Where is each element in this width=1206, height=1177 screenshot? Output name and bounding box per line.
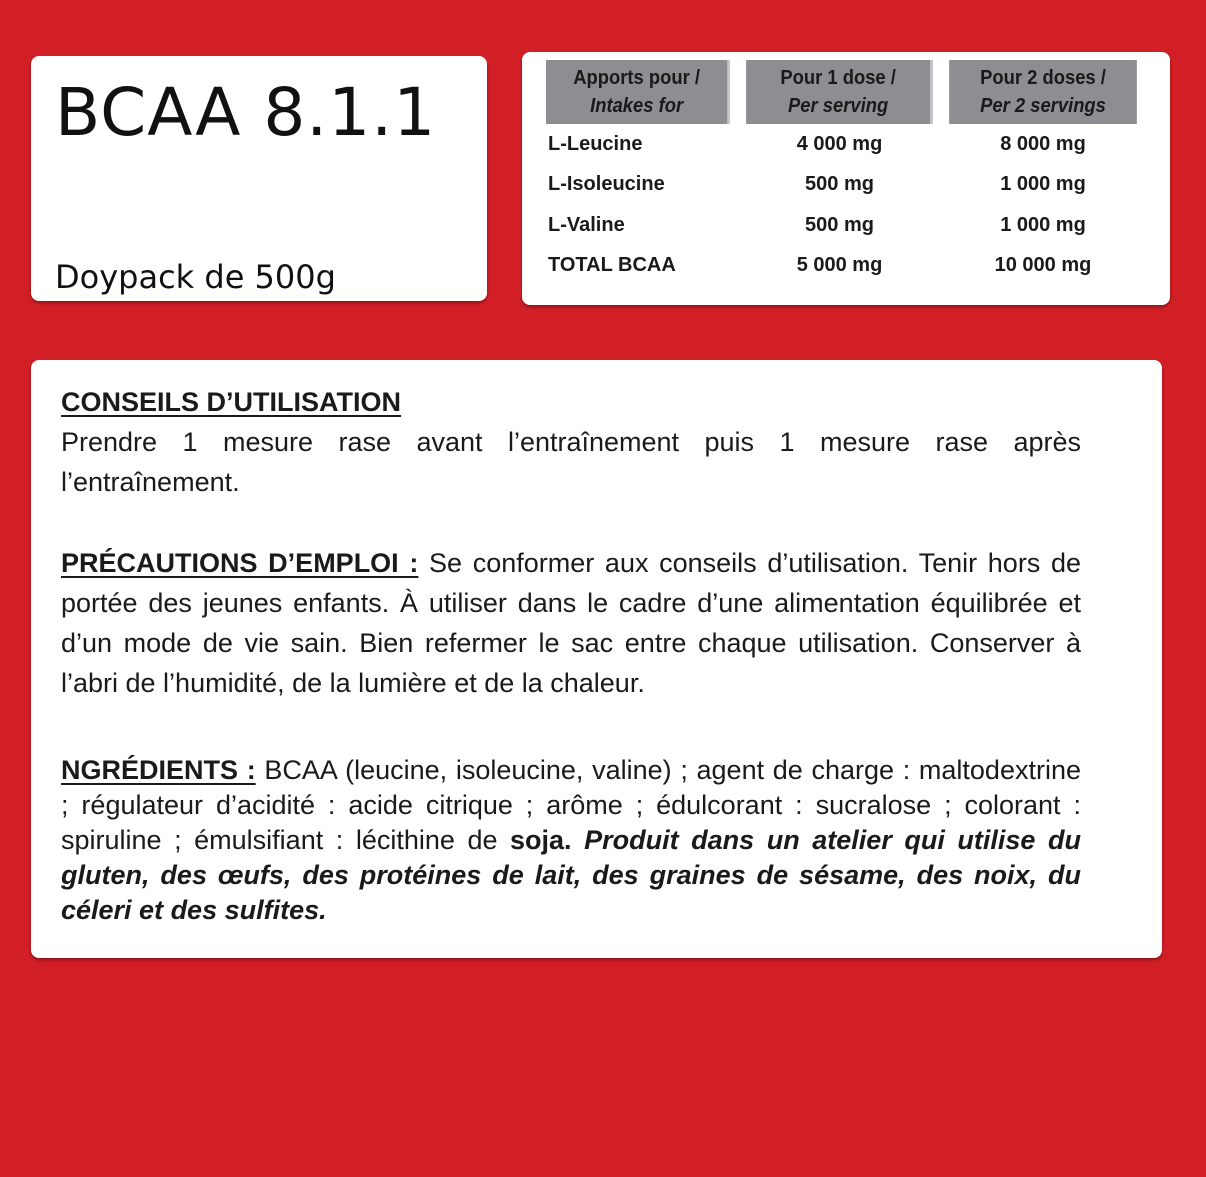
dose-1-value: 4 000 mg: [796, 132, 883, 155]
allergen-highlight: soja.: [510, 825, 572, 855]
usage-section: [61, 382, 1081, 502]
header-label-fr: Apports pour /: [573, 67, 700, 89]
header-label-en: Intakes for: [590, 95, 684, 117]
nutrition-table-card: [522, 52, 1170, 305]
table-row: [538, 205, 1145, 246]
precautions-heading: PRÉCAUTIONS D’EMPLOI :: [61, 548, 419, 578]
header-label-fr: Pour 1 dose /: [780, 67, 896, 89]
allergen-warning: Produit dans un atelier qui utilise du gluten, des œufs, des protéines de lait, des graines de sésame, des noix, du céleri et des sulfites.: [61, 825, 1081, 925]
dose-1-value: 5 000 mg: [796, 254, 883, 277]
dose-2-value: 1 000 mg: [1000, 173, 1086, 196]
product-subtitle: Doypack de 500g: [55, 258, 336, 296]
nutrient-name: L-Valine: [548, 213, 625, 236]
nutrient-name: L-Isoleucine: [548, 173, 665, 196]
table-row: [538, 124, 1145, 165]
precautions-section: [61, 543, 1081, 703]
dose-2-value: 8 000 mg: [1000, 132, 1086, 155]
ingredients-text: BCAA (leucine, isoleucine, valine) ; agent de charge : maltodextrine ; régulateur d’acidité : acide citrique ; arôme ; édulcorant : sucralose ; colorant : spiruline ; émulsifiant : lécithine de: [61, 755, 1081, 855]
usage-heading: CONSEILS D’UTILISATION: [61, 387, 402, 417]
ingredients-heading: NGRÉDIENTS :: [61, 755, 256, 785]
header-label-en: Per serving: [787, 95, 889, 117]
nutrient-name: TOTAL BCAA: [548, 254, 676, 277]
table-header-row: [538, 60, 1145, 124]
nutrient-name: L-Leucine: [548, 132, 643, 155]
nutrition-table: [538, 60, 1145, 286]
ingredients-section: [61, 753, 1081, 928]
dose-1-value: 500 mg: [805, 213, 874, 236]
column-header-intakes: [546, 60, 730, 124]
table-row-total: [538, 246, 1145, 287]
product-title: BCAA 8.1.1: [55, 74, 437, 151]
header-label-en: Per 2 servings: [980, 95, 1106, 117]
dose-2-value: 10 000 mg: [994, 254, 1092, 277]
product-title-card: [31, 56, 487, 301]
precautions-text: Se conformer aux conseils d’utilisation. Tenir hors de portée des jeunes enfants. À utiliser dans le cadre d’une alimentation équilibrée et d’un mode de vie sain. Bien refermer le sac entre chaque utilisation. Conserver à l’abri de l’humidité, de la lumière et de la chaleur.: [61, 548, 1082, 698]
column-header-per-serving: [746, 60, 933, 124]
header-label-fr: Pour 2 doses /: [980, 67, 1106, 89]
table-row: [538, 165, 1145, 206]
instructions-card: [31, 360, 1162, 958]
usage-text: Prendre 1 mesure rase avant l’entraînement puis 1 mesure rase après l’entraînement.: [61, 427, 1081, 497]
dose-1-value: 500 mg: [805, 173, 874, 196]
column-header-per-2-servings: [949, 60, 1137, 124]
dose-2-value: 1 000 mg: [1000, 213, 1086, 236]
